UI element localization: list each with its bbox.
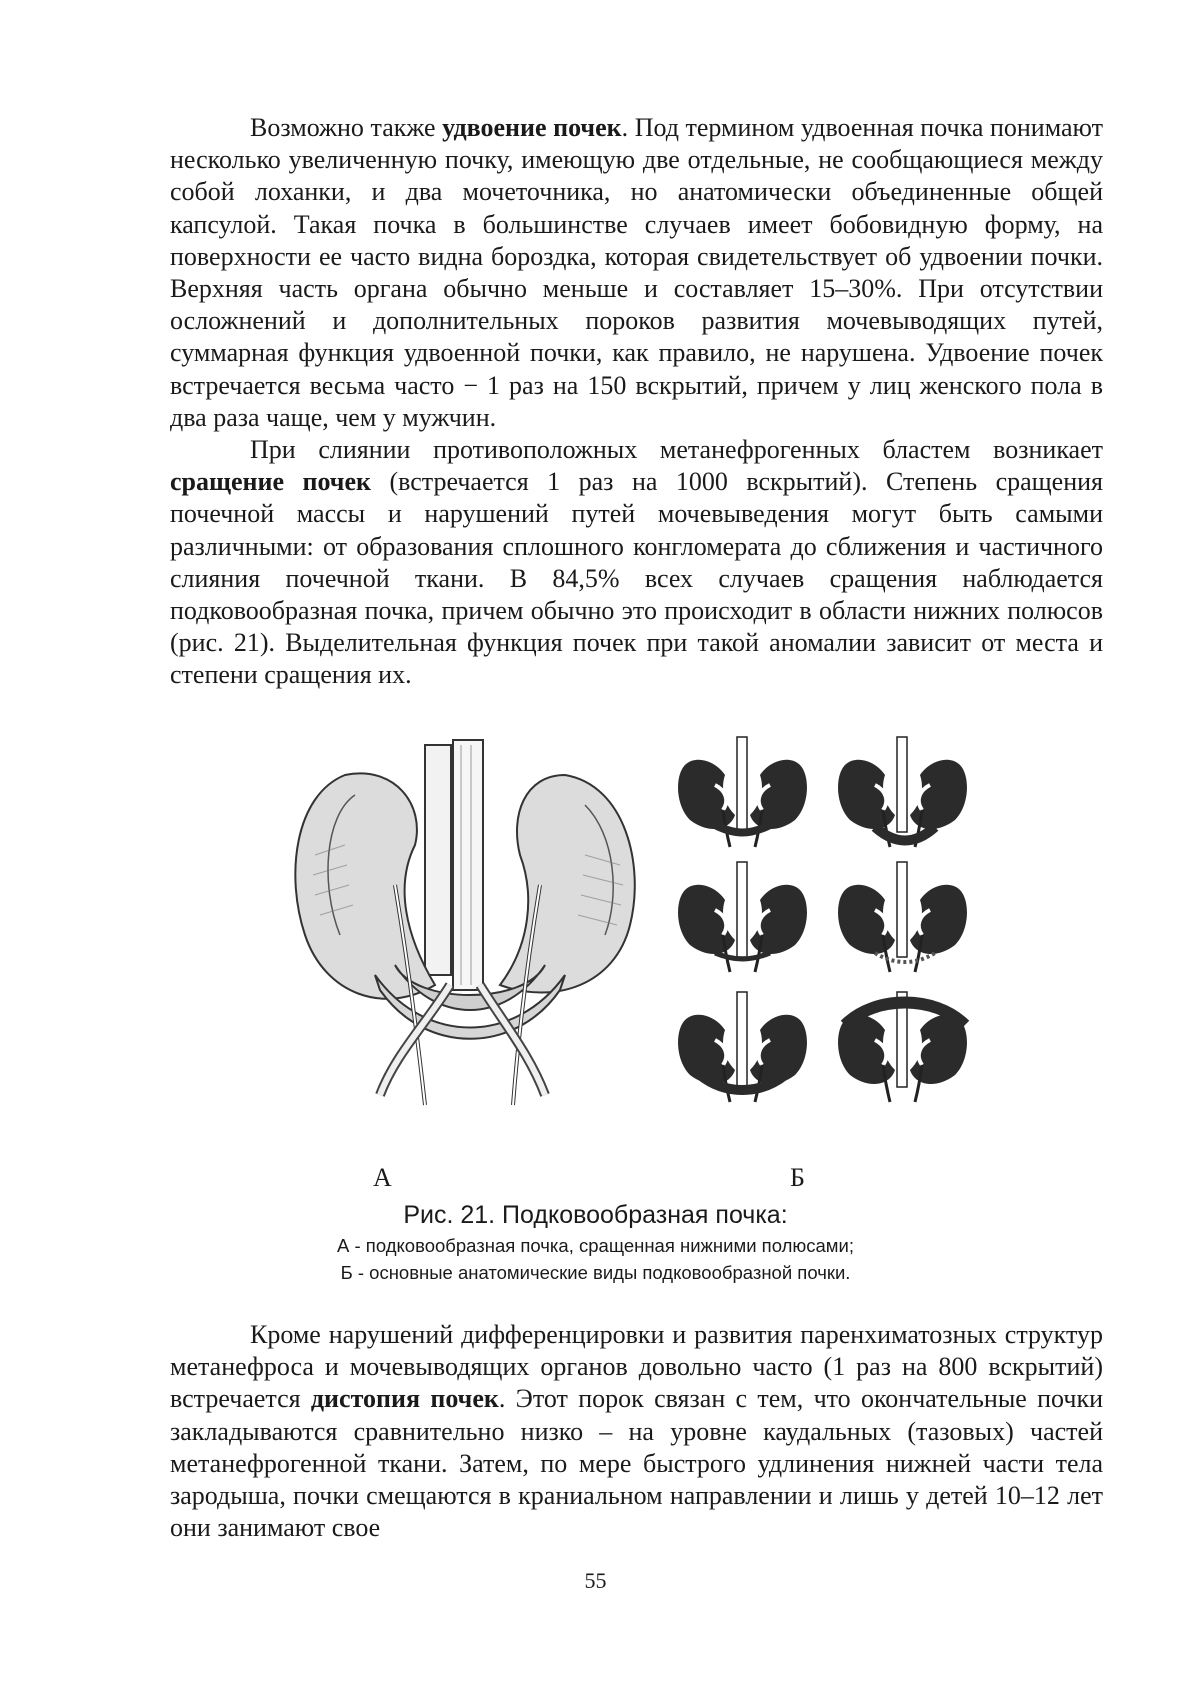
horseshoe-kidney-illustration (285, 735, 655, 1115)
paragraph-doubling (170, 112, 1103, 434)
page-number: 55 (584, 1568, 607, 1593)
text-block-bottom (170, 1319, 1103, 1544)
variant-6 (838, 992, 967, 1102)
figure-label-a: А (373, 1163, 392, 1192)
term-kidney-dystopia: дистопия почек (310, 1384, 499, 1414)
variant-3 (678, 862, 807, 972)
text-run: Возможно также (250, 113, 443, 142)
figure-caption-b: Б - основные анатомические виды подковообразной почки. (340, 1262, 851, 1283)
text-run: Кроме нарушений дифференцировки и развития паренхиматозных структур метанефроса и мочевыводящих органов довольно часто (1 раз на 800 вскрытий) встречается (170, 1320, 1103, 1414)
figure-caption-a: А - подковообразная почка, сращенная нижними полюсами; (337, 1235, 854, 1256)
term-kidney-doubling: удвоение почек (442, 113, 622, 142)
variant-2 (838, 737, 967, 847)
paragraph-dystopia (170, 1319, 1103, 1544)
variant-1 (678, 737, 807, 847)
text-block-top (170, 112, 1103, 692)
term-kidney-fusion: сращение почек (170, 467, 371, 497)
paragraph-fusion (170, 434, 1103, 692)
text-run: При слиянии противоположных метанефрогенных бластем возникает (250, 435, 1103, 465)
text-run: (встречается 1 раз на 1000 вскрытий). Степень сращения почечной массы и нарушений путей мочевыведения могут быть самыми различными: от образования сплошного конгломерата до сближения и частичного слияния почечной ткани. В 84,5% всех случаев сращения наблюдается подковообразная почка, причем обычно это происходит в области нижних полюсов (рис. 21). Выделительная функция почек при такой аномалии зависит от места и степени сращения их. (170, 467, 1103, 690)
horseshoe-kidney-variants-illustration (675, 735, 990, 1115)
text-run: . Под термином удвоенная почка понимают несколько увеличенную почку, имеющую две отдельные, не сообщающиеся между собой лоханки, и два мочеточника, но анатомически объединенные общей капсулой. Такая почка в большинстве случаев имеет бобовидную форму, на поверхности ее часто видна бороздка, которая свидетельствует об удвоении почки. Верхняя часть органа обычно меньше и составляет 15–30%. При отсутствии осложнений и дополнительных пороков развития мочевыводящих путей, суммарная функция удвоенной почки, как правило, не нарушена. Удвоение почек встречается весьма часто − 1 раз на 150 вскрытий, причем у лиц женского пола в два раза чаще, чем у мужчин. (170, 113, 1103, 432)
figure-label-b: Б (790, 1163, 805, 1192)
figure-caption-title: Рис. 21. Подковообразная почка: (403, 1201, 788, 1229)
variant-5 (678, 992, 807, 1102)
figure-21 (270, 735, 990, 1115)
variant-4 (838, 862, 967, 972)
text-run: . Этот порок связан с тем, что окончательные почки закладываются сравнительно низко – на уровне каудальных (тазовых) частей метанефрогенной ткани. Затем, по мере быстрого удлинения нижней части тела зародыша, почки смещаются в краниальном направлении и лишь у детей 10–12 лет они занимают свое (170, 1384, 1104, 1543)
